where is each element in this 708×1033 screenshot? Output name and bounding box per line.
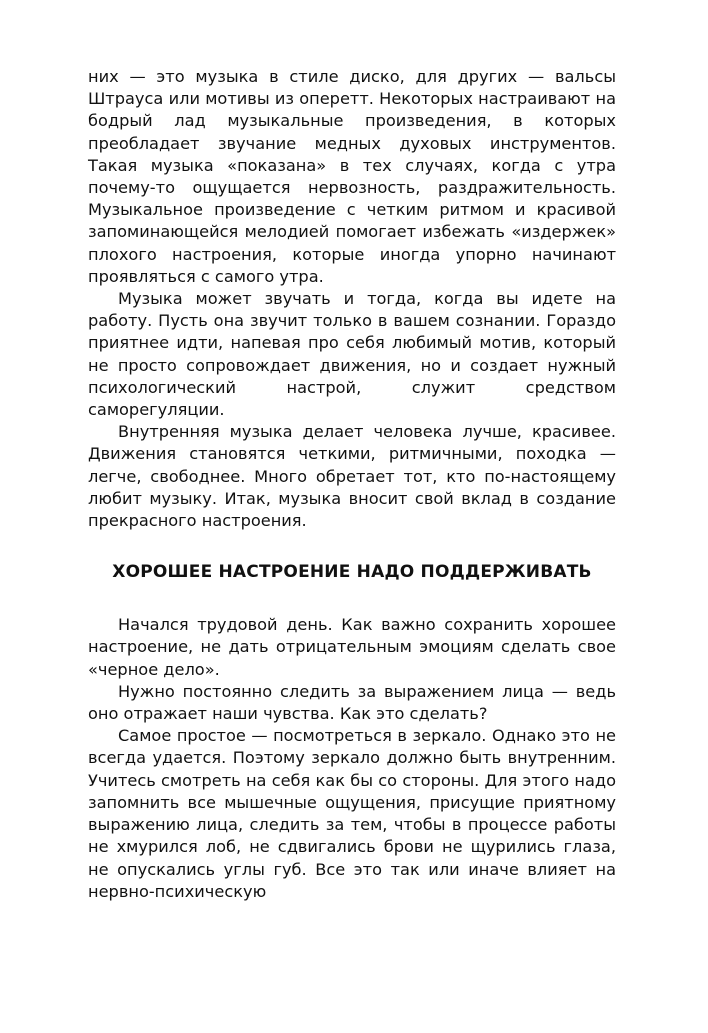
- paragraph-music-on-way-to-work: Музыка может звучать и тогда, когда вы идете на работу. Пусть она звучит только в вашем сознании. Гораздо приятнее идти, напевая про себя любимый мотив, который не просто сопровождает движения, но и создает нужный психологический настрой, служит средством саморегуляции.: [88, 289, 616, 420]
- book-page: [88, 66, 616, 903]
- paragraph-facial-expression: Нужно постоянно следить за выражением лица — ведь оно отражает наши чувства. Как это сделать?: [88, 681, 616, 724]
- paragraph-workday-start: Начался трудовой день. Как важно сохранить хорошее настроение, не дать отрицательным эмоциям сделать свое «черное дело».: [88, 615, 616, 679]
- paragraph-inner-music: Внутренняя музыка делает человека лучше, красивее. Движения становятся четкими, ритмичными, походка — легче, свободнее. Много обретает тот, кто по-настоящему любит музыку. Итак, музыка вносит свой вклад в создание прекрасного настроения.: [88, 422, 616, 531]
- paragraph-inner-mirror: Самое простое — посмотреться в зеркало. Однако это не всегда удается. Поэтому зеркало должно быть внутренним. Учитесь смотреть на себя как бы со стороны. Для этого надо запомнить все мышечные ощущения, присущие приятному выражению лица, следить за тем, чтобы в процессе работы не хмурился лоб, не сдвигались брови не щурились глаза, не опускались углы губ. Все это так или иначе влияет на нервно-психическую: [88, 726, 616, 901]
- paragraph-music-styles: них — это музыка в стиле диско, для других — вальсы Штрауса или мотивы из оперетт. Некоторых настраивают на бодрый лад музыкальные произведения, в которых преобладает звучание медных духовых инструментов. Такая музыка «показана» в тех случаях, когда с утра почему-то ощущается нервозность, раздражительность. Музыкальное произведение с четким ритмом и красивой запоминающейся мелодией помогает избежать «издержек» плохого настроения, которые иногда упорно начинают проявляться с самого утра.: [88, 67, 616, 286]
- section-heading: ХОРОШЕЕ НАСТРОЕНИЕ НАДО ПОДДЕРЖИВАТЬ: [112, 562, 592, 583]
